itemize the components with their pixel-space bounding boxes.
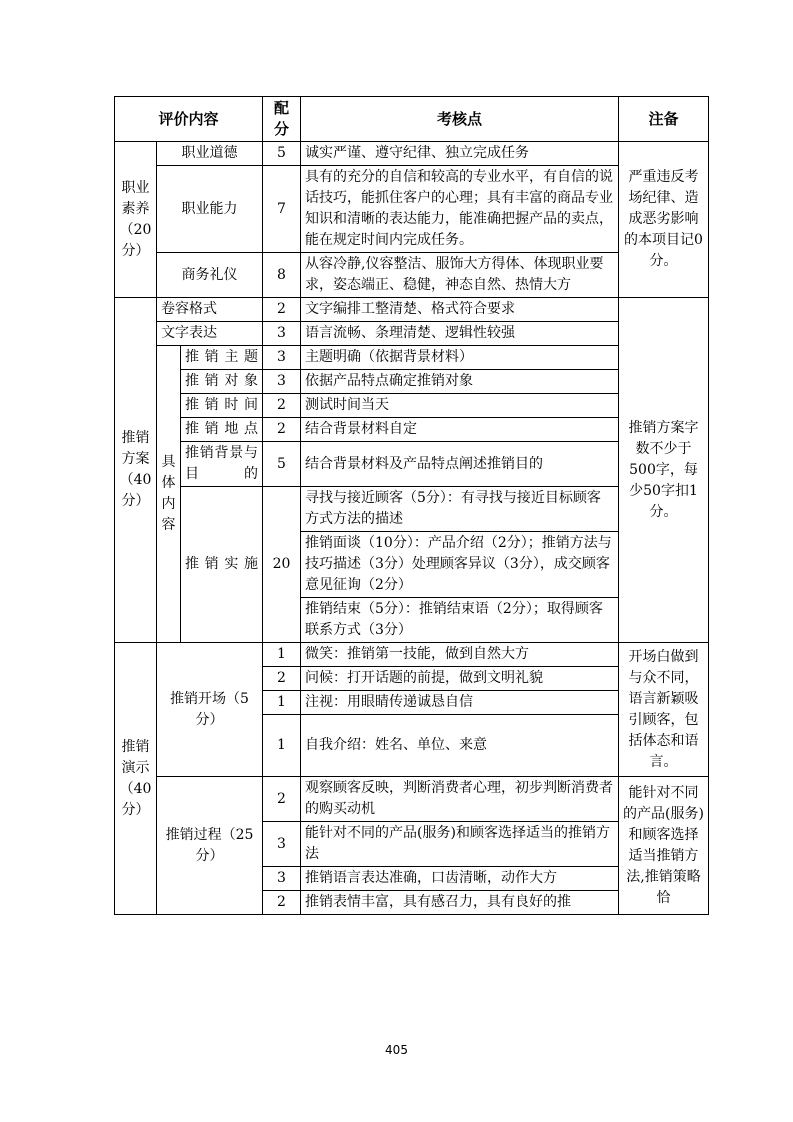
- header-assessment-points: 考核点: [301, 97, 619, 142]
- evaluation-table: [114, 96, 709, 915]
- item-score: 3: [263, 322, 301, 346]
- item-label: 推销对象: [181, 370, 263, 394]
- item-score: 7: [263, 166, 301, 253]
- item-desc: 语言流畅、条理清楚、逻辑性较强: [301, 322, 619, 346]
- group-specific-content: 具体内容: [157, 346, 181, 643]
- item-desc: 推销表情丰富，具有感召力，具有良好的推: [301, 891, 619, 915]
- section-title-demo: 推销演示（40分）: [115, 643, 157, 915]
- item-score: 2: [263, 667, 301, 691]
- item-score: 20: [263, 487, 301, 643]
- item-score: 2: [263, 777, 301, 822]
- item-score: 1: [263, 691, 301, 715]
- item-desc: 主题明确（依据背景材料）: [301, 346, 619, 370]
- table-row: [115, 777, 709, 822]
- item-desc: 推销语言表达准确，口齿清晰，动作大方: [301, 867, 619, 891]
- header-evaluation-content: 评价内容: [115, 97, 263, 142]
- item-score: 3: [263, 867, 301, 891]
- header-score: 配分: [263, 97, 301, 142]
- item-desc: 寻找与接近顾客（5分）：有寻找与接近目标顾客方式方法的描述: [301, 487, 619, 532]
- item-score: 2: [263, 298, 301, 322]
- table-row: [115, 142, 709, 166]
- item-score: 5: [263, 442, 301, 487]
- section-note-opening: 开场白做到与众不同，语言新颖吸引顾客，包括体态和语言。: [619, 643, 709, 777]
- item-label: 职业道德: [157, 142, 263, 166]
- item-label: 推销过程（25分）: [157, 777, 263, 915]
- item-score: 2: [263, 891, 301, 915]
- item-score: 3: [263, 370, 301, 394]
- section-title-plan: 推销方案（40分）: [115, 298, 157, 643]
- item-desc: 诚实严谨、遵守纪律、独立完成任务: [301, 142, 619, 166]
- item-label: 职业能力: [157, 166, 263, 253]
- item-score: 2: [263, 418, 301, 442]
- item-score: 3: [263, 822, 301, 867]
- item-score: 1: [263, 643, 301, 667]
- item-desc: 微笑：推销第一技能，做到自然大方: [301, 643, 619, 667]
- item-label: 推销地点: [181, 418, 263, 442]
- item-desc: 注视：用眼睛传递诚恳自信: [301, 691, 619, 715]
- item-score: 8: [263, 253, 301, 298]
- header-remarks: 注备: [619, 97, 709, 142]
- page-number: 405: [385, 1043, 408, 1057]
- table-row: [115, 298, 709, 322]
- item-score: 1: [263, 715, 301, 777]
- item-label: 推销实施: [181, 487, 263, 643]
- item-desc: 推销结束（5分）：推销结束语（2分）；取得顾客联系方式（3分）: [301, 598, 619, 643]
- item-label: 文字表达: [157, 322, 263, 346]
- item-desc: 从容冷静,仪容整洁、服饰大方得体、体现职业要求，姿态端正、稳健，神态自然、热情大方: [301, 253, 619, 298]
- section-note-plan: 推销方案字数不少于500字，每少50字扣1分。: [619, 298, 709, 643]
- item-label: 推销背景与目的: [181, 442, 263, 487]
- item-score: 3: [263, 346, 301, 370]
- item-label: 卷容格式: [157, 298, 263, 322]
- item-desc: 问候：打开话题的前提，做到文明礼貌: [301, 667, 619, 691]
- item-score: 2: [263, 394, 301, 418]
- item-score: 5: [263, 142, 301, 166]
- item-desc: 自我介绍：姓名、单位、来意: [301, 715, 619, 777]
- item-label: 推销主题: [181, 346, 263, 370]
- item-label: 推销时间: [181, 394, 263, 418]
- header-row: [115, 97, 709, 142]
- section-title-professional: 职业素养（20分）: [115, 142, 157, 298]
- section-note-professional: 严重违反考场纪律、造成恶劣影响的本项目记0分。: [619, 142, 709, 298]
- item-label: 推销开场（5分）: [157, 643, 263, 777]
- item-desc: 结合背景材料自定: [301, 418, 619, 442]
- item-desc: 具有的充分的自信和较高的专业水平，有自信的说话技巧，能抓住客户的心理；具有丰富的商品专业知识和清晰的表达能力，能准确把握产品的卖点，能在规定时间内完成任务。: [301, 166, 619, 253]
- item-desc: 观察顾客反映，判断消费者心理，初步判断消费者的购买动机: [301, 777, 619, 822]
- section-note-process: 能针对不同的产品(服务)和顾客选择适当推销方法,推销策略恰: [619, 777, 709, 915]
- item-desc: 依据产品特点确定推销对象: [301, 370, 619, 394]
- item-desc: 能针对不同的产品(服务)和顾客选择适当的推销方法: [301, 822, 619, 867]
- item-label: 商务礼仪: [157, 253, 263, 298]
- table-row: [115, 643, 709, 667]
- item-desc: 文字编排工整清楚、格式符合要求: [301, 298, 619, 322]
- item-desc: 推销面谈（10分）：产品介绍（2分）；推销方法与技巧描述（3分）处理顾客异议（3分），成交顾客意见征询（2分）: [301, 532, 619, 598]
- item-desc: 结合背景材料及产品特点阐述推销目的: [301, 442, 619, 487]
- item-desc: 测试时间当天: [301, 394, 619, 418]
